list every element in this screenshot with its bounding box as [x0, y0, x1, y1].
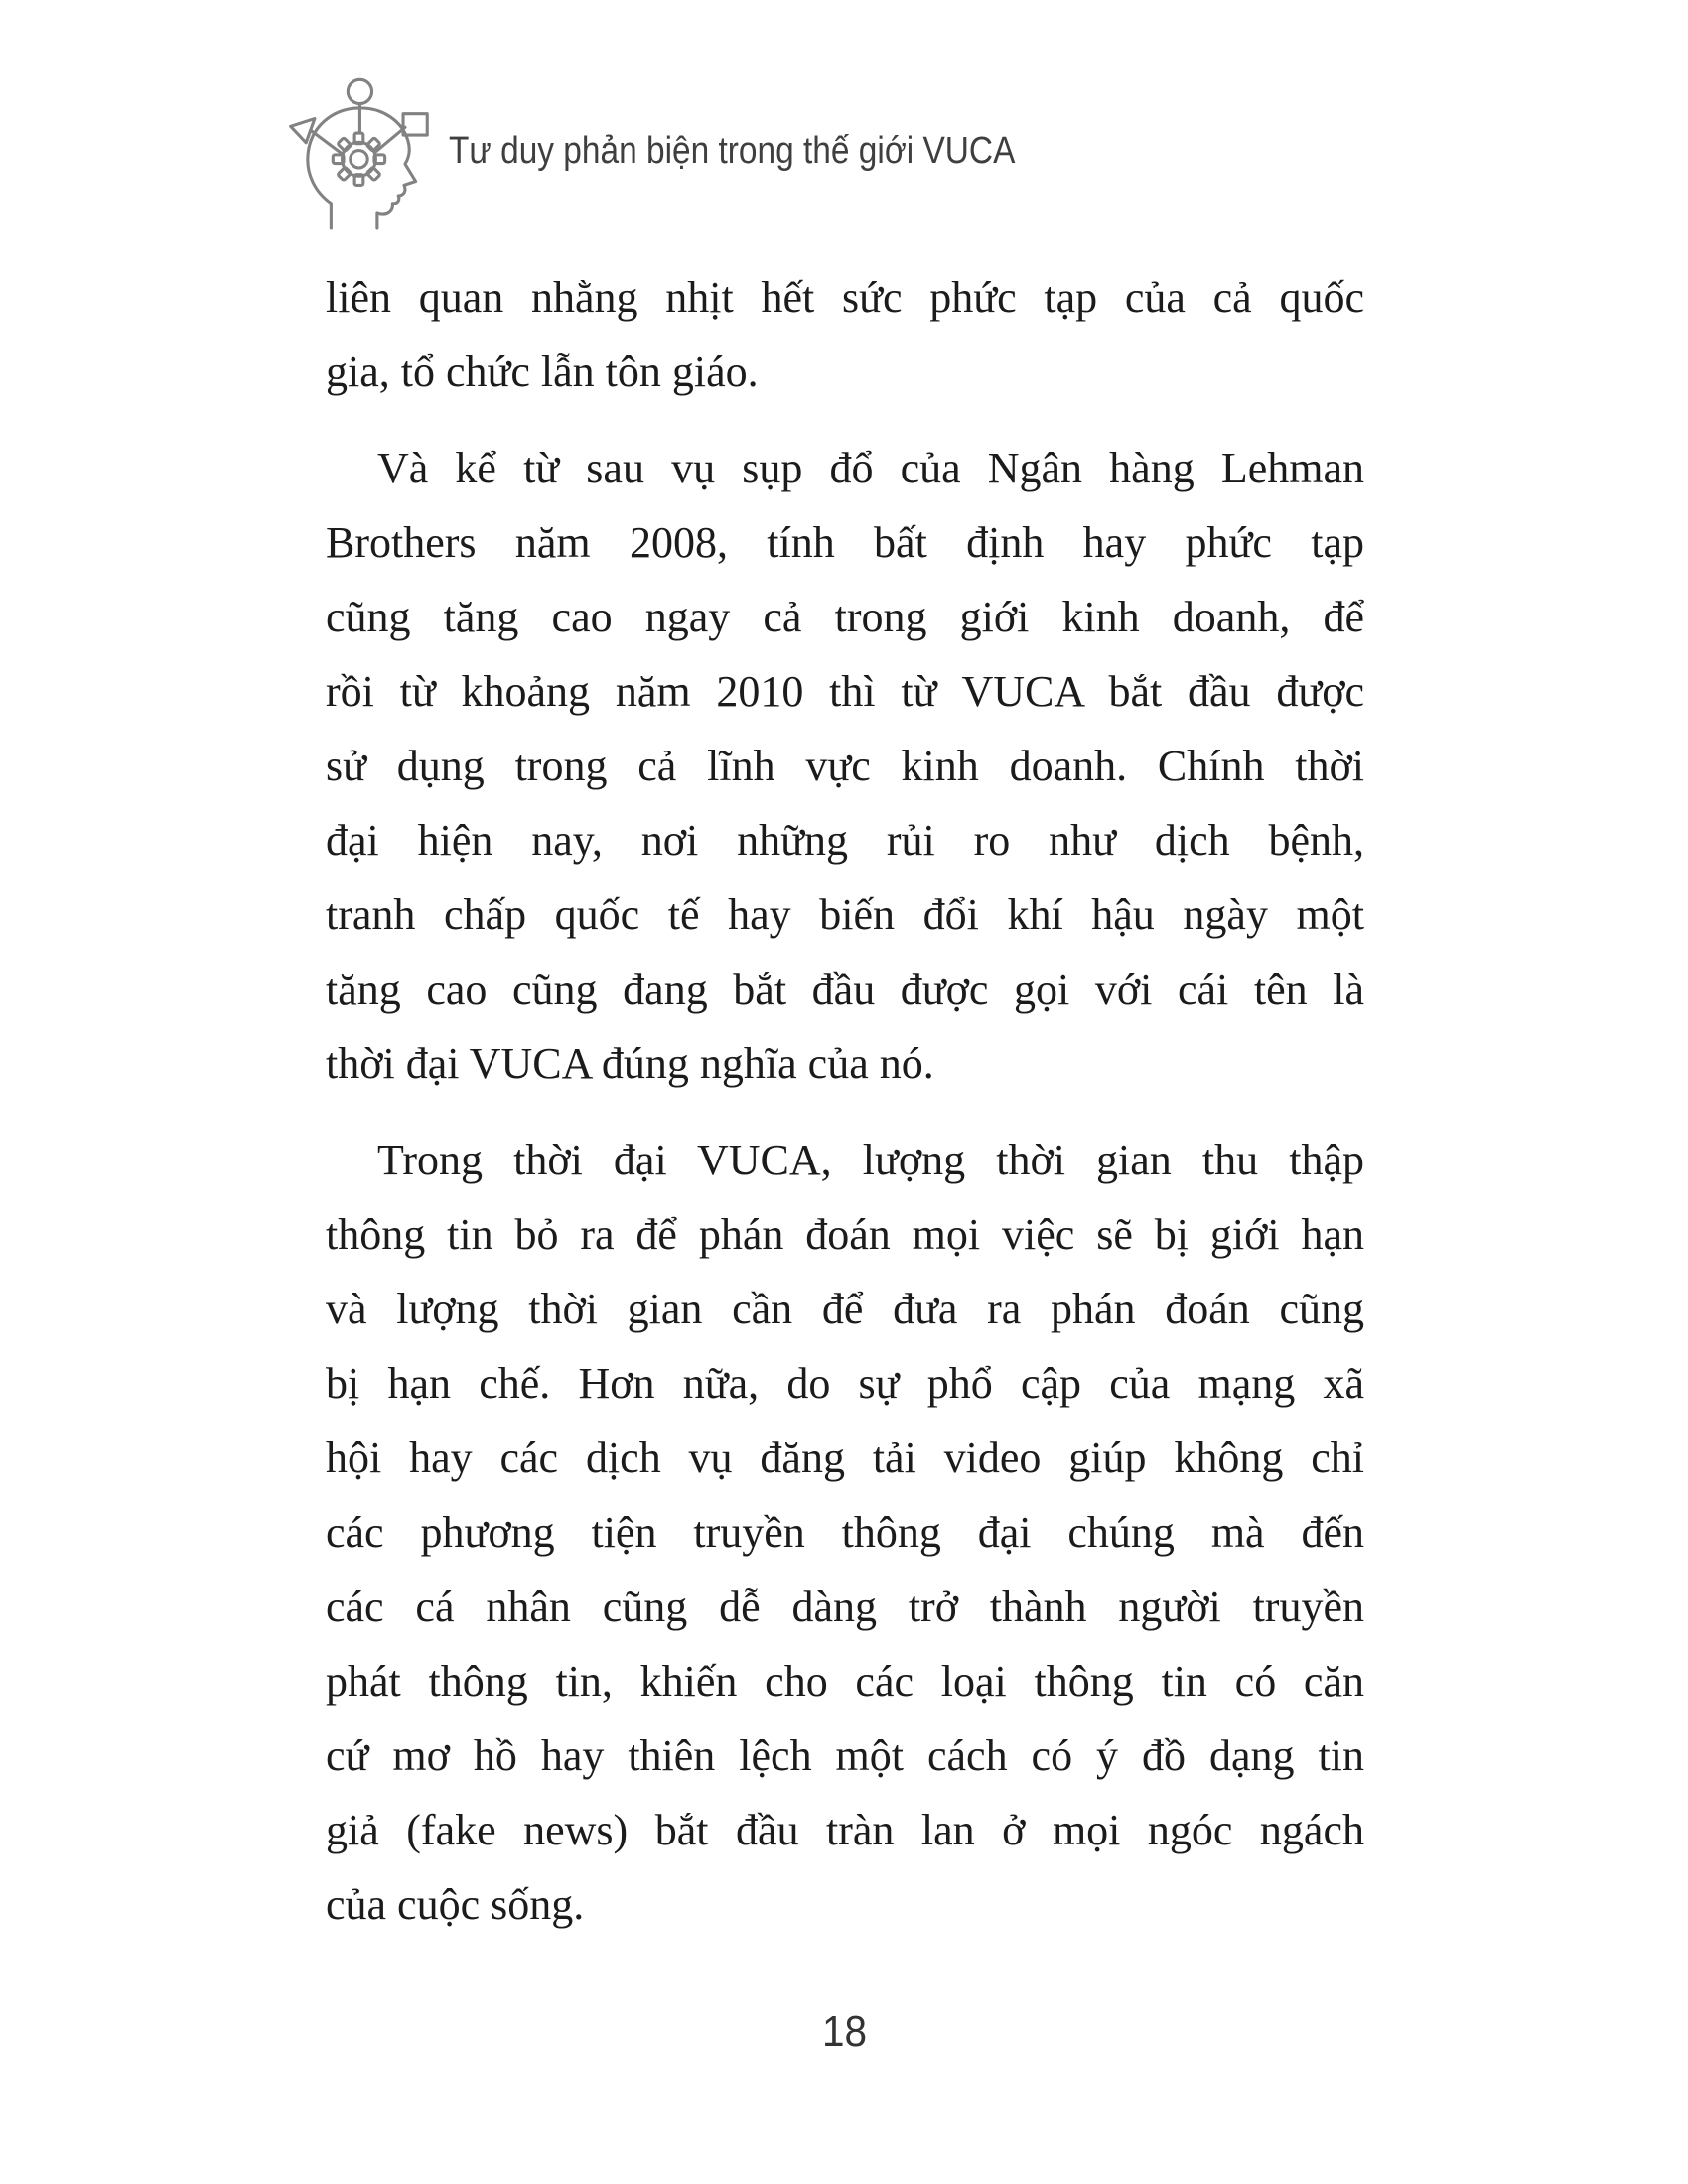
paragraph [326, 1123, 1364, 1942]
paragraph-line: bị hạn chế. Hơn nữa, do sự phổ cập của mạng xã [326, 1359, 1364, 1408]
paragraph-line: tăng cao cũng đang bắt đầu được gọi với cái tên là [326, 965, 1364, 1014]
running-title: Tư duy phản biện trong thế giới VUCA [449, 129, 1016, 172]
paragraph-line: các phương tiện truyền thông đại chúng mà đến [326, 1508, 1364, 1557]
paragraph-line: thông tin bỏ ra để phán đoán mọi việc sẽ bị giới hạn [326, 1210, 1364, 1259]
paragraph-line: Brothers năm 2008, tính bất định hay phức tạp [326, 518, 1364, 567]
head-gear-ideas-logo-icon [281, 71, 435, 230]
page-number: 18 [821, 2007, 867, 2056]
paragraph-line: liên quan nhằng nhịt hết sức phức tạp của cả quốc [326, 273, 1364, 322]
paragraph [326, 260, 1364, 409]
paragraph-line: cũng tăng cao ngay cả trong giới kinh doanh, để [326, 593, 1364, 641]
paragraph-line: gia, tổ chức lẫn tôn giáo. [326, 347, 759, 396]
paragraph-line: giả (fake news) bắt đầu tràn lan ở mọi ngóc ngách [326, 1806, 1364, 1854]
page-header [281, 71, 1092, 230]
paragraph-line: rồi từ khoảng năm 2010 thì từ VUCA bắt đầu được [326, 667, 1364, 716]
paragraph-line: thời đại VUCA đúng nghĩa của nó. [326, 1039, 934, 1088]
body-text [326, 260, 1364, 1964]
paragraph-line: của cuộc sống. [326, 1880, 585, 1929]
paragraph-line: hội hay các dịch vụ đăng tải video giúp không chỉ [326, 1433, 1364, 1482]
paragraph-line: Trong thời đại VUCA, lượng thời gian thu thập [377, 1136, 1364, 1184]
paragraph-line: và lượng thời gian cần để đưa ra phán đoán cũng [326, 1285, 1364, 1333]
paragraph-line: cứ mơ hồ hay thiên lệch một cách có ý đồ dạng tin [326, 1731, 1364, 1780]
paragraph-line: tranh chấp quốc tế hay biến đổi khí hậu ngày một [326, 890, 1364, 939]
paragraph [326, 431, 1364, 1101]
page-footer [0, 2007, 1688, 2057]
paragraph-line: đại hiện nay, nơi những rủi ro như dịch bệnh, [326, 816, 1364, 865]
paragraph-line: Và kể từ sau vụ sụp đổ của Ngân hàng Lehman [377, 444, 1364, 492]
paragraph-line: các cá nhân cũng dễ dàng trở thành người truyền [326, 1582, 1364, 1631]
paragraph-line: phát thông tin, khiến cho các loại thông tin có căn [326, 1657, 1364, 1706]
paragraph-line: sử dụng trong cả lĩnh vực kinh doanh. Chính thời [326, 742, 1364, 790]
